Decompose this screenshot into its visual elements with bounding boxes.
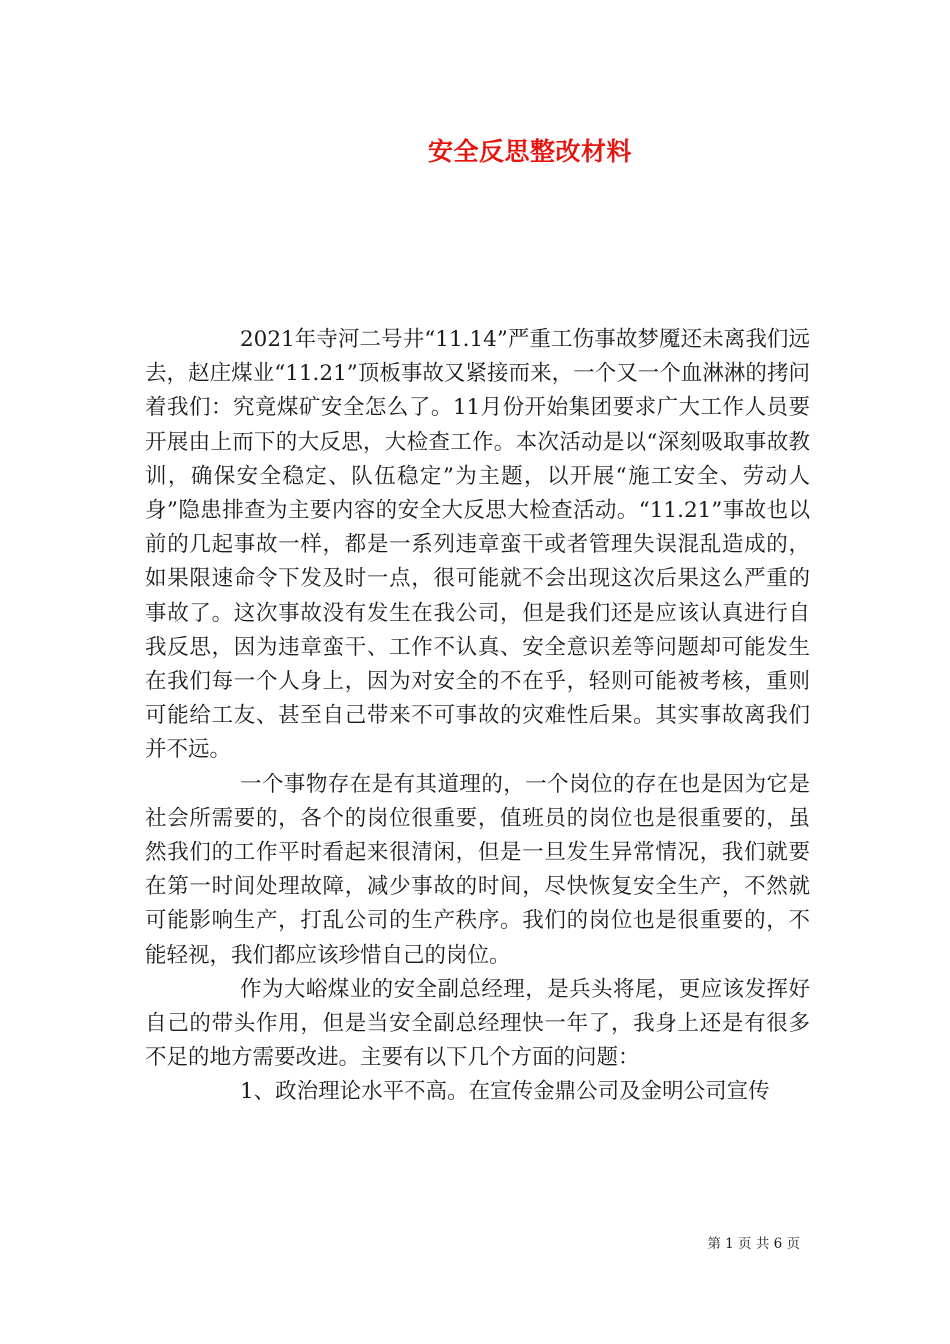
page-number-footer: 第 1 页 共 6 页 — [707, 1236, 800, 1252]
paragraph-3: 作为大峪煤业的安全副总经理，是兵头将尾，更应该发挥好自己的带头作用，但是当安全副总经理快一年了，我身上还是有很多不足的地方需要改进。主要有以下几个方面的问题： — [145, 976, 810, 1071]
paragraph-1: 2021年寺河二号井“11.14”严重工伤事故梦魇还未离我们远去，赵庄煤业“11.21”顶板事故又紧接而来，一个又一个血淋淋的拷问着我们：究竟煤矿安全怎么了。11月份开始集团要求广大工作人员要开展由上而下的大反思，大检查工作。本次活动是以“深刻吸取事故教训，确保安全稳定、队伍稳定”为主题，以开展“施工安全、劳动人身”隐患排查为主要内容的安全大反思大检查活动。“11.21”事故也以前的几起事故一样，都是一系列违章蛮干或者管理失误混乱造成的，如果限速命令下发及时一点，很可能就不会出现这次后果这么严重的事故了。这次事故没有发生在我公司，但是我们还是应该认真进行自我反思，因为违章蛮干、工作不认真、安全意识差等问题却可能发生在我们每一个人身上，因为对安全的不在乎，轻则可能被考核，重则可能给工友、甚至自己带来不可事故的灾难性后果。其实事故离我们并不远。 — [145, 327, 810, 763]
paragraph-2: 一个事物存在是有其道理的，一个岗位的存在也是因为它是社会所需要的，各个的岗位很重要，值班员的岗位也是很重要的，虽然我们的工作平时看起来很清闲，但是一旦发生异常情况，我们就要在第一时间处理故障，减少事故的时间，尽快恢复安全生产，不然就可能影响生产，打乱公司的生产秩序。我们的岗位也是很重要的，不能轻视，我们都应该珍惜自己的岗位。 — [145, 771, 810, 968]
document-title: 安全反思整改材料 — [427, 137, 632, 166]
document-body — [145, 323, 810, 1110]
paragraph-4: 1、政治理论水平不高。在宣传金鼎公司及金明公司宣传 — [240, 1079, 770, 1105]
